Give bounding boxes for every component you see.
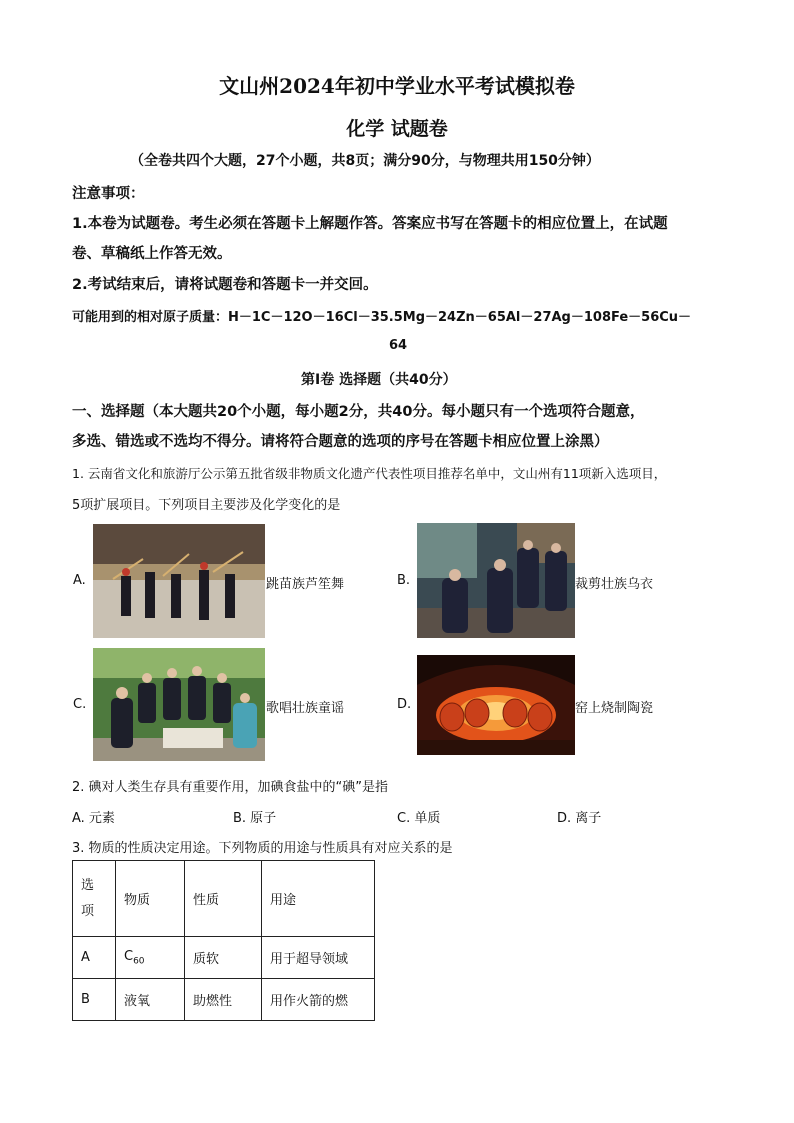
row-b-use: 用作火箭的燃 xyxy=(262,979,375,1021)
exam-subtitle: 化学 试题卷 xyxy=(346,118,448,140)
notice-heading: 注意事项： xyxy=(72,186,145,202)
q2-option-c: C. 单质 xyxy=(397,811,441,826)
atomic-mass-line1: 可能用到的相对原子质量：H－1C－12O－16Cl－35.5Mg－24Zn－65Al－27Ag－108Fe－56Cu－ xyxy=(72,310,692,325)
q1-option-d-label: D. xyxy=(397,697,412,712)
q1-option-c-label: C. xyxy=(73,697,87,712)
row-a-use: 用于超导领域 xyxy=(262,937,375,979)
row-b-substance: 液氧 xyxy=(116,979,185,1021)
clothing-photo xyxy=(417,523,575,638)
q3-stem: 3. 物质的性质决定用途。下列物质的用途与性质具有对应关系的是 xyxy=(72,841,453,856)
q1-option-d-caption: 窑上烧制陶瓷 xyxy=(575,701,654,716)
row-a-option: A xyxy=(73,937,116,979)
section-instr-line2: 多选、错选或不选均不得分。请将符合题意的选项的序号在答题卡相应位置上涂黑） xyxy=(72,434,609,450)
q1-option-b-label: B. xyxy=(397,573,411,588)
dance-photo xyxy=(93,524,265,638)
header-use: 用途 xyxy=(262,861,375,937)
atomic-mass-line2: 64 xyxy=(389,338,408,353)
row-a-substance-subscript: 60 xyxy=(133,956,145,967)
q2-option-a: A. 元素 xyxy=(72,811,115,826)
q2-option-d: D. 离子 xyxy=(557,811,602,826)
notice-item1-line1: 1.本卷为试题卷。考生必须在答题卡上解题作答。答案应书写在答题卡的相应位置上，在试题 xyxy=(72,216,668,232)
q1-option-c-caption: 歌唱壮族童谣 xyxy=(266,701,345,716)
table-header-row xyxy=(73,861,375,937)
row-b-property: 助燃性 xyxy=(185,979,262,1021)
row-a-substance-symbol: C xyxy=(124,948,134,964)
exam-title: 文山州2024年初中学业水平考试模拟卷 xyxy=(219,74,575,98)
q1-option-b-caption: 裁剪壮族乌衣 xyxy=(575,577,654,592)
header-option-line1: 选 xyxy=(81,877,95,893)
q1-stem-line1: 1. 云南省文化和旅游厅公示第五批省级非物质文化遗产代表性项目推荐名单中，文山州有11项新入选项目， xyxy=(72,466,667,481)
section-heading: 第Ⅰ卷 选择题（共40分） xyxy=(301,372,457,388)
row-b-option: B xyxy=(73,979,116,1021)
q1-option-a-label: A. xyxy=(73,573,86,588)
singing-photo xyxy=(93,648,265,761)
header-option-line2: 项 xyxy=(81,903,95,919)
q2-option-b: B. 原子 xyxy=(233,811,277,826)
q1-stem-line2: 5项扩展项目。下列项目主要涉及化学变化的是 xyxy=(72,498,341,513)
row-a-property: 质软 xyxy=(185,937,262,979)
row-a-substance xyxy=(116,937,185,979)
notice-item1-line2: 卷、草稿纸上作答无效。 xyxy=(72,246,232,262)
header-property: 性质 xyxy=(185,861,262,937)
section-instr-line1: 一、选择题（本大题共20个小题，每小题2分，共40分。每小题只有一个选项符合题意， xyxy=(72,404,645,420)
header-substance: 物质 xyxy=(116,861,185,937)
kiln-photo xyxy=(417,655,575,755)
q3-table xyxy=(72,860,375,1021)
q1-option-a-caption: 跳苗族芦笙舞 xyxy=(266,577,345,592)
table-row xyxy=(73,979,375,1021)
header-option-cell xyxy=(73,861,116,937)
q2-stem: 2. 碘对人类生存具有重要作用，加碘食盐中的“碘”是指 xyxy=(72,780,389,795)
table-row xyxy=(73,937,375,979)
notice-item2: 2.考试结束后，请将试题卷和答题卡一并交回。 xyxy=(72,277,378,293)
exam-info: （全卷共四个大题，27个小题，共8页；满分90分，与物理共用150分钟） xyxy=(130,153,600,169)
